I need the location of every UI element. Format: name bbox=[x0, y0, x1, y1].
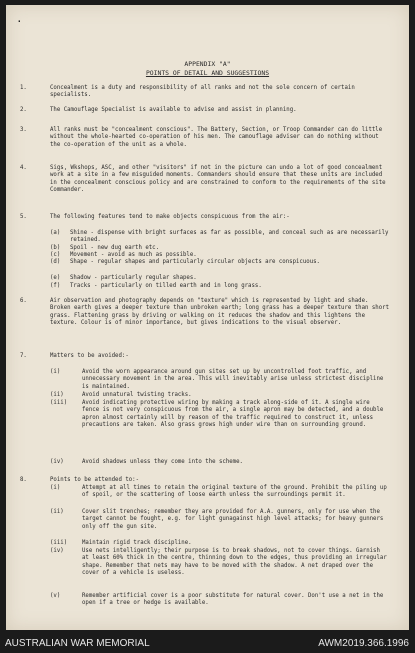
sub-label: (i) bbox=[50, 485, 61, 491]
item-text: The following features tend to make objects conspicuous from the air:- bbox=[50, 214, 290, 220]
sub-label: (v) bbox=[50, 593, 61, 599]
sub-text: Movement - avoid as much as possible. bbox=[70, 252, 197, 258]
footer-accession-number: AWM2019.366.1996 bbox=[318, 638, 409, 649]
item-text: Air observation and photography depends on "texture" which is represented by light and shade. Broken earth gives a deeper texture than unbroken earth; long grass has a deeper texture than short grass. Flattening grass by driving or walking on it reduces the shadow and this lightens the texture. Colour is of minor importance, but gives indications to the visual observer. bbox=[50, 298, 389, 327]
sub-label: (i) bbox=[50, 369, 61, 375]
sub-text: Avoid shadows unless they come into the scheme. bbox=[82, 459, 243, 465]
item-text: The Camouflage Specialist is available to advise and assist in planning. bbox=[50, 107, 297, 113]
sub-label: (a) bbox=[50, 230, 61, 236]
item-number: 3. bbox=[20, 127, 27, 133]
sub-label: (c) bbox=[50, 252, 61, 258]
item-text: Sigs, Wkshops, ASC, and other "visitors" if not in the picture can undo a lot of good concealment work at a site in a few misguided moments. Commanders should ensure that these units are included in the concealment conscious policy and are constrained to conform to the requirements of the site Commander. bbox=[50, 165, 386, 194]
item-number: 8. bbox=[20, 477, 27, 483]
item-text: All ranks must be "concealment conscious". The Battery, Section, or Troop Commander can do little without the whole-hearted co-operation of his men. The camouflage adviser can do nothing without the co-operation of the unit as a whole. bbox=[50, 127, 383, 148]
sub-label: (d) bbox=[50, 259, 61, 265]
item-text: Matters to be avoided:- bbox=[50, 353, 129, 359]
sub-text: Remember artificial cover is a poor substitute for natural cover. Don't use a net in the open if a tree or hedge is available. bbox=[82, 593, 384, 607]
header-mark: · bbox=[16, 15, 23, 28]
document-page bbox=[6, 5, 409, 630]
item-number: 7. bbox=[20, 353, 27, 359]
sub-label: (ii) bbox=[50, 392, 64, 398]
sub-text: Use nets intelligently; their purpose is to break shadows, not to cover things. Garnish at least 60% thick in the centre, thinning down to the edges, thus providing an irregular shape. Remember that nets may have to be moved with the shadow. A net draped over the cover of a vehicle is useless. bbox=[82, 548, 387, 577]
sub-text: Spoil - new dug earth etc. bbox=[70, 245, 160, 251]
sub-label: (iv) bbox=[50, 548, 64, 554]
item-text: Concealment is a duty and responsibility of all ranks and not the sole concern of certain specialists. bbox=[50, 85, 355, 99]
item-text: Points to be attended to:- bbox=[50, 477, 140, 483]
sub-text: Shape - regular shapes and particularly circular objects are conspicuous. bbox=[70, 259, 320, 265]
sub-label: (e) bbox=[50, 275, 61, 281]
sub-text: Avoid unnatural twisting tracks. bbox=[82, 392, 192, 398]
item-number: 1. bbox=[20, 85, 27, 91]
sub-text: Cover slit trenches; remember they are provided for A.A. gunners, only for use when the target cannot be fought, e.g. for light gunagainst high level attacks; for heavy gunners only off the gun site. bbox=[82, 509, 384, 530]
item-number: 4. bbox=[20, 165, 27, 171]
footer-bar bbox=[0, 630, 415, 653]
sub-label: (ii) bbox=[50, 509, 64, 515]
sub-label: (iv) bbox=[50, 459, 64, 465]
footer-institution: AUSTRALIAN WAR MEMORIAL bbox=[5, 638, 150, 649]
sub-label: (f) bbox=[50, 283, 61, 289]
sub-text: Maintain rigid track discipline. bbox=[82, 540, 192, 546]
document-title: APPENDIX "A" bbox=[184, 60, 231, 68]
sub-text: Attempt at all times to retain the original texture of the ground. Prohibit the piling up of spoil, or the scattering of loose earth unless the surroundings permit it. bbox=[82, 485, 387, 499]
sub-label: (iii) bbox=[50, 400, 68, 406]
sub-text: Avoid the worn appearance around gun sites set up by uncontrolled foot traffic, and unnecessary movement in the area. This will inevitably arise unless strictest discipline is maintained. bbox=[82, 369, 384, 390]
sub-label: (iii) bbox=[50, 540, 68, 546]
item-number: 6. bbox=[20, 298, 27, 304]
sub-text: Tracks - particularly on tilled earth and in long grass. bbox=[70, 283, 262, 289]
sub-text: Shadow - particularly regular shapes. bbox=[70, 275, 197, 281]
item-number: 5. bbox=[20, 214, 27, 220]
sub-label: (b) bbox=[50, 245, 61, 251]
item-number: 2. bbox=[20, 107, 27, 113]
sub-text: Shine - dispense with bright surfaces as far as possible, and conceal such as are necessarily retained. bbox=[70, 230, 389, 244]
document-subtitle: POINTS OF DETAIL AND SUGGESTIONS bbox=[145, 69, 270, 77]
sub-text: Avoid indicating protective wiring by making a track along-side of it. A single wire fence is not very conspicuous from the air, a single apron may be detected, and a double apron almost certainly will by reason of the traffic required to construct it, unless precautions are taken. Also grass grows high under wire than on surrounding ground. bbox=[82, 400, 384, 429]
